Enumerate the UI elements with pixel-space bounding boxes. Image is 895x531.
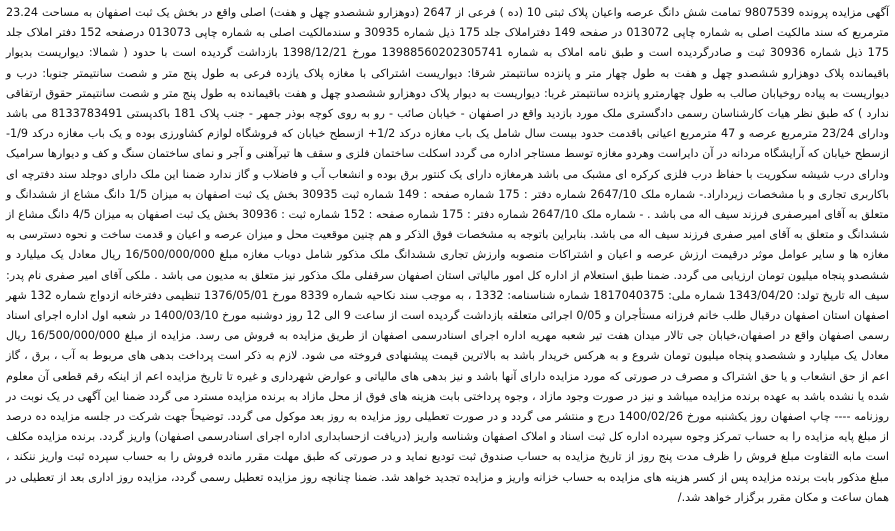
auction-notice-text: آگهی مزایده پرونده 9807539 تمامت شش دانگ عرصه واعیان پلاک ثبتی 10 (ده ) فرعی از 2647 (دوهزارو ششصدو چهل و هفت) اصلی واقع در بخش یک ثبت اصفهان به مساحت 23.24 مترمربع که سند مالکیت اصلی به شماره چاپی 013072 در صفحه 149 دفتراملاک جلد 175 ذیل شماره 30935 و سندمالکیت اصلی به شماره چاپی 013073 درصفحه 152 دفتر املاک جلد 175 ذیل شماره 30936 ثبت و صادرگردیده است و طبق نامه املاک به شماره 13988560202305741 مورخ 1398/12/21 بازداشت گردیده است با حدود ( شمالا: دیواریست بدیوار باقیمانده پلاک دوهزارو ششصدو چهل و هفت به طول چهار متر و پانزده سانتیمتر شرقا: دیواریست اشتراکی با مغازه پلاک یازده فرعی به طول پنج متر و شصت سانتیمتر جنوبا: درب و دیواریست به پیاده روخیابان صالب به طول چهارمترو پانزده سانتیمتر غربا: دیواریست به دیوار پلاک دوهزارو ششصدو چهل و هفت باقیمانده به طول پنج متر و شصت سانتیمتر حقوق ارتفاقی ندارد ) که طبق نظر هیات کارشناسان رسمی دادگستری ملک مورد بازدید واقع در اصفهان - خیابان صائب - رو به روی کوچه بوذر جمهر - جنب پلاک 181 باکدپستی 8133783491 می باشد ودارای 23/24 مترمربع عرصه و 47 مترمربع اعیانی باقدمت حدود بیست سال شامل یک باب مغازه درکد 1/2+ ازسطح خیابان که فروشگاه لوازم کشاورزی بوده و یک باب مغازه درکد 1/9- ازسطح خیابان که آرایشگاه مردانه در آن دایراست وهردو مغازه توسط مستاجر اداره می گردد اسکلت ساختمان فلزی و سقف ها تیرآهنی و آجر و نمای ساختمان سنگ و کف و دیوارها سرامیک ودارای درب شیشه سکوریت با حفاظ درب فلزی کرکره ای مشبک می باشد هرمغازه دارای یک کنتور برق بوده و انشعاب آب و فاضلاب و گاز ندارد ضمنا این ملک دارای دوجلد سند دفترچه ای باکاربری تجاری و با مشخصات زیرداراد.- شماره ملک 2647/10 شماره دفتر : 175 شماره صفحه : 149 شماره ثبت 30935 بخش یک ثبت اصفهان به میزان 1/5 دانگ مشاع از ششدانگ و متعلق به آقای امیرصفری فرزند سیف اله می باشد . - شماره ملک 2647/10 شماره دفتر : 175 شماره صفحه : 152 شماره ثبت : 30936 بخش یک ثبت اصفهان به میزان 4/5 دانگ مشاع از ششدانگ و متعلق به آقای امیر صفری فرزند سیف اله می باشد. بنابراین باتوجه به مشخصات فوق الذکر و هم چنین موقعیت محل و میزان عرصه و اعیان و قدمت ساخت و نحوه دسترسی به مغازه ها و سایر عوامل موثر درقیمت ارزش عرصه و اعیان و اشتراکات منصوبه وارزش تجاری ششدانگ ملک مذکور شامل دوباب مغازه مبلغ 16/500/000/000 ریال معادل یک میلیارد و ششصدو پنجاه میلیون تومان ارزیابی می گردد. ضمنا طبق استعلام از اداره کل امور مالیاتی استان اصفهان سرقفلی ملک مذکور نیز متعلق به مدیون می باشد . ملکی آقای امیر صفری نام پدر: سیف اله تاریخ تولد: 1343/04/20 شماره ملی: 1817040375 شماره شناسنامه: 1332 ، به موجب سند نکاحیه شماره 8339 مورخ 1376/05/01 تنظیمی دفترخانه ازدواج شماره 132 شهر اصفهان استان اصفهان درقبال طلب خانم فرزانه مستأجران و 0/05 اجرائی متعلقه بازداشت گردیده است از ساعت 9 الی 12 روز دوشنبه مورخ 1400/03/10 در شعبه اول اداره اجرای اسناد رسمی اصفهان واقع در اصفهان،خیابان جی تالار میدان هفت تیر شعبه مهریه اداره اجرای اسنادرسمی اصفهان از طریق مزایده به فروش می رسد. مزایده از مبلغ 16/500/000/000 ریال معادل یک میلیارد و ششصدو پنجاه میلیون تومان شروع و به هرکس خریدار باشد به بالاترین قیمت پیشنهادی فروخته می شود. لازم به ذکر است پرداخت بدهی های مربوط به آب ، برق ، گاز اعم از حق انشعاب و یا حق اشتراک و مصرف در صورتی که مورد مزایده دارای آنها باشد و نیز بدهی های مالیاتی و عوارض شهرداری و غیره تا تاریخ مزایده اعم از اینکه رقم قطعی آن معلوم شده یا نشده باشد به عهده برنده مزایده میباشد و نیز در صورت وجود مازاد ، وجوه پرداختی بابت هزینه های فوق از محل مازاد به برنده مزایده مسترد می گردد ضمنا این آگهی در یک نوبت در روزنامه ---- چاپ اصفهان روز یکشنبه مورخ 1400/02/26 درج و منتشر می گردد و در صورت تعطیلی روز مزایده به روز بعد موکول می گردد. توضیحاً جهت شرکت در جلسه مزایده ده درصد از مبلغ پایه مزایده را به حساب تمرکز وجوه سپرده اداره کل ثبت اسناد و املاک اصفهان وشناسه واریز (دریافت ازحسابداری اداره اجرای اسنادرسمی اصفهان) واریز گردد. برنده مزایده مکلف است مابه التفاوت مبلغ فروش را ظرف مدت پنج روز از تاریخ مزایده به حساب صندوق ثبت تودیع نماید و در صورتی که طبق مهلت مقرر مانده فروش را به حساب سپرده ثبت واریز ننکند ، مبلغ مذکور بابت برنده مزایده پس از کسر هزینه های مزایده به حساب خزانه واریز و مزایده تجدید خواهد شد. ضمنا چنانچه روز مزایده تعطیل رسمی گردد، مزایده روز اداری بعد از تعطیلی در همان ساعت و مکان مقرر برگزار خواهد شد./: [6, 6, 890, 504]
